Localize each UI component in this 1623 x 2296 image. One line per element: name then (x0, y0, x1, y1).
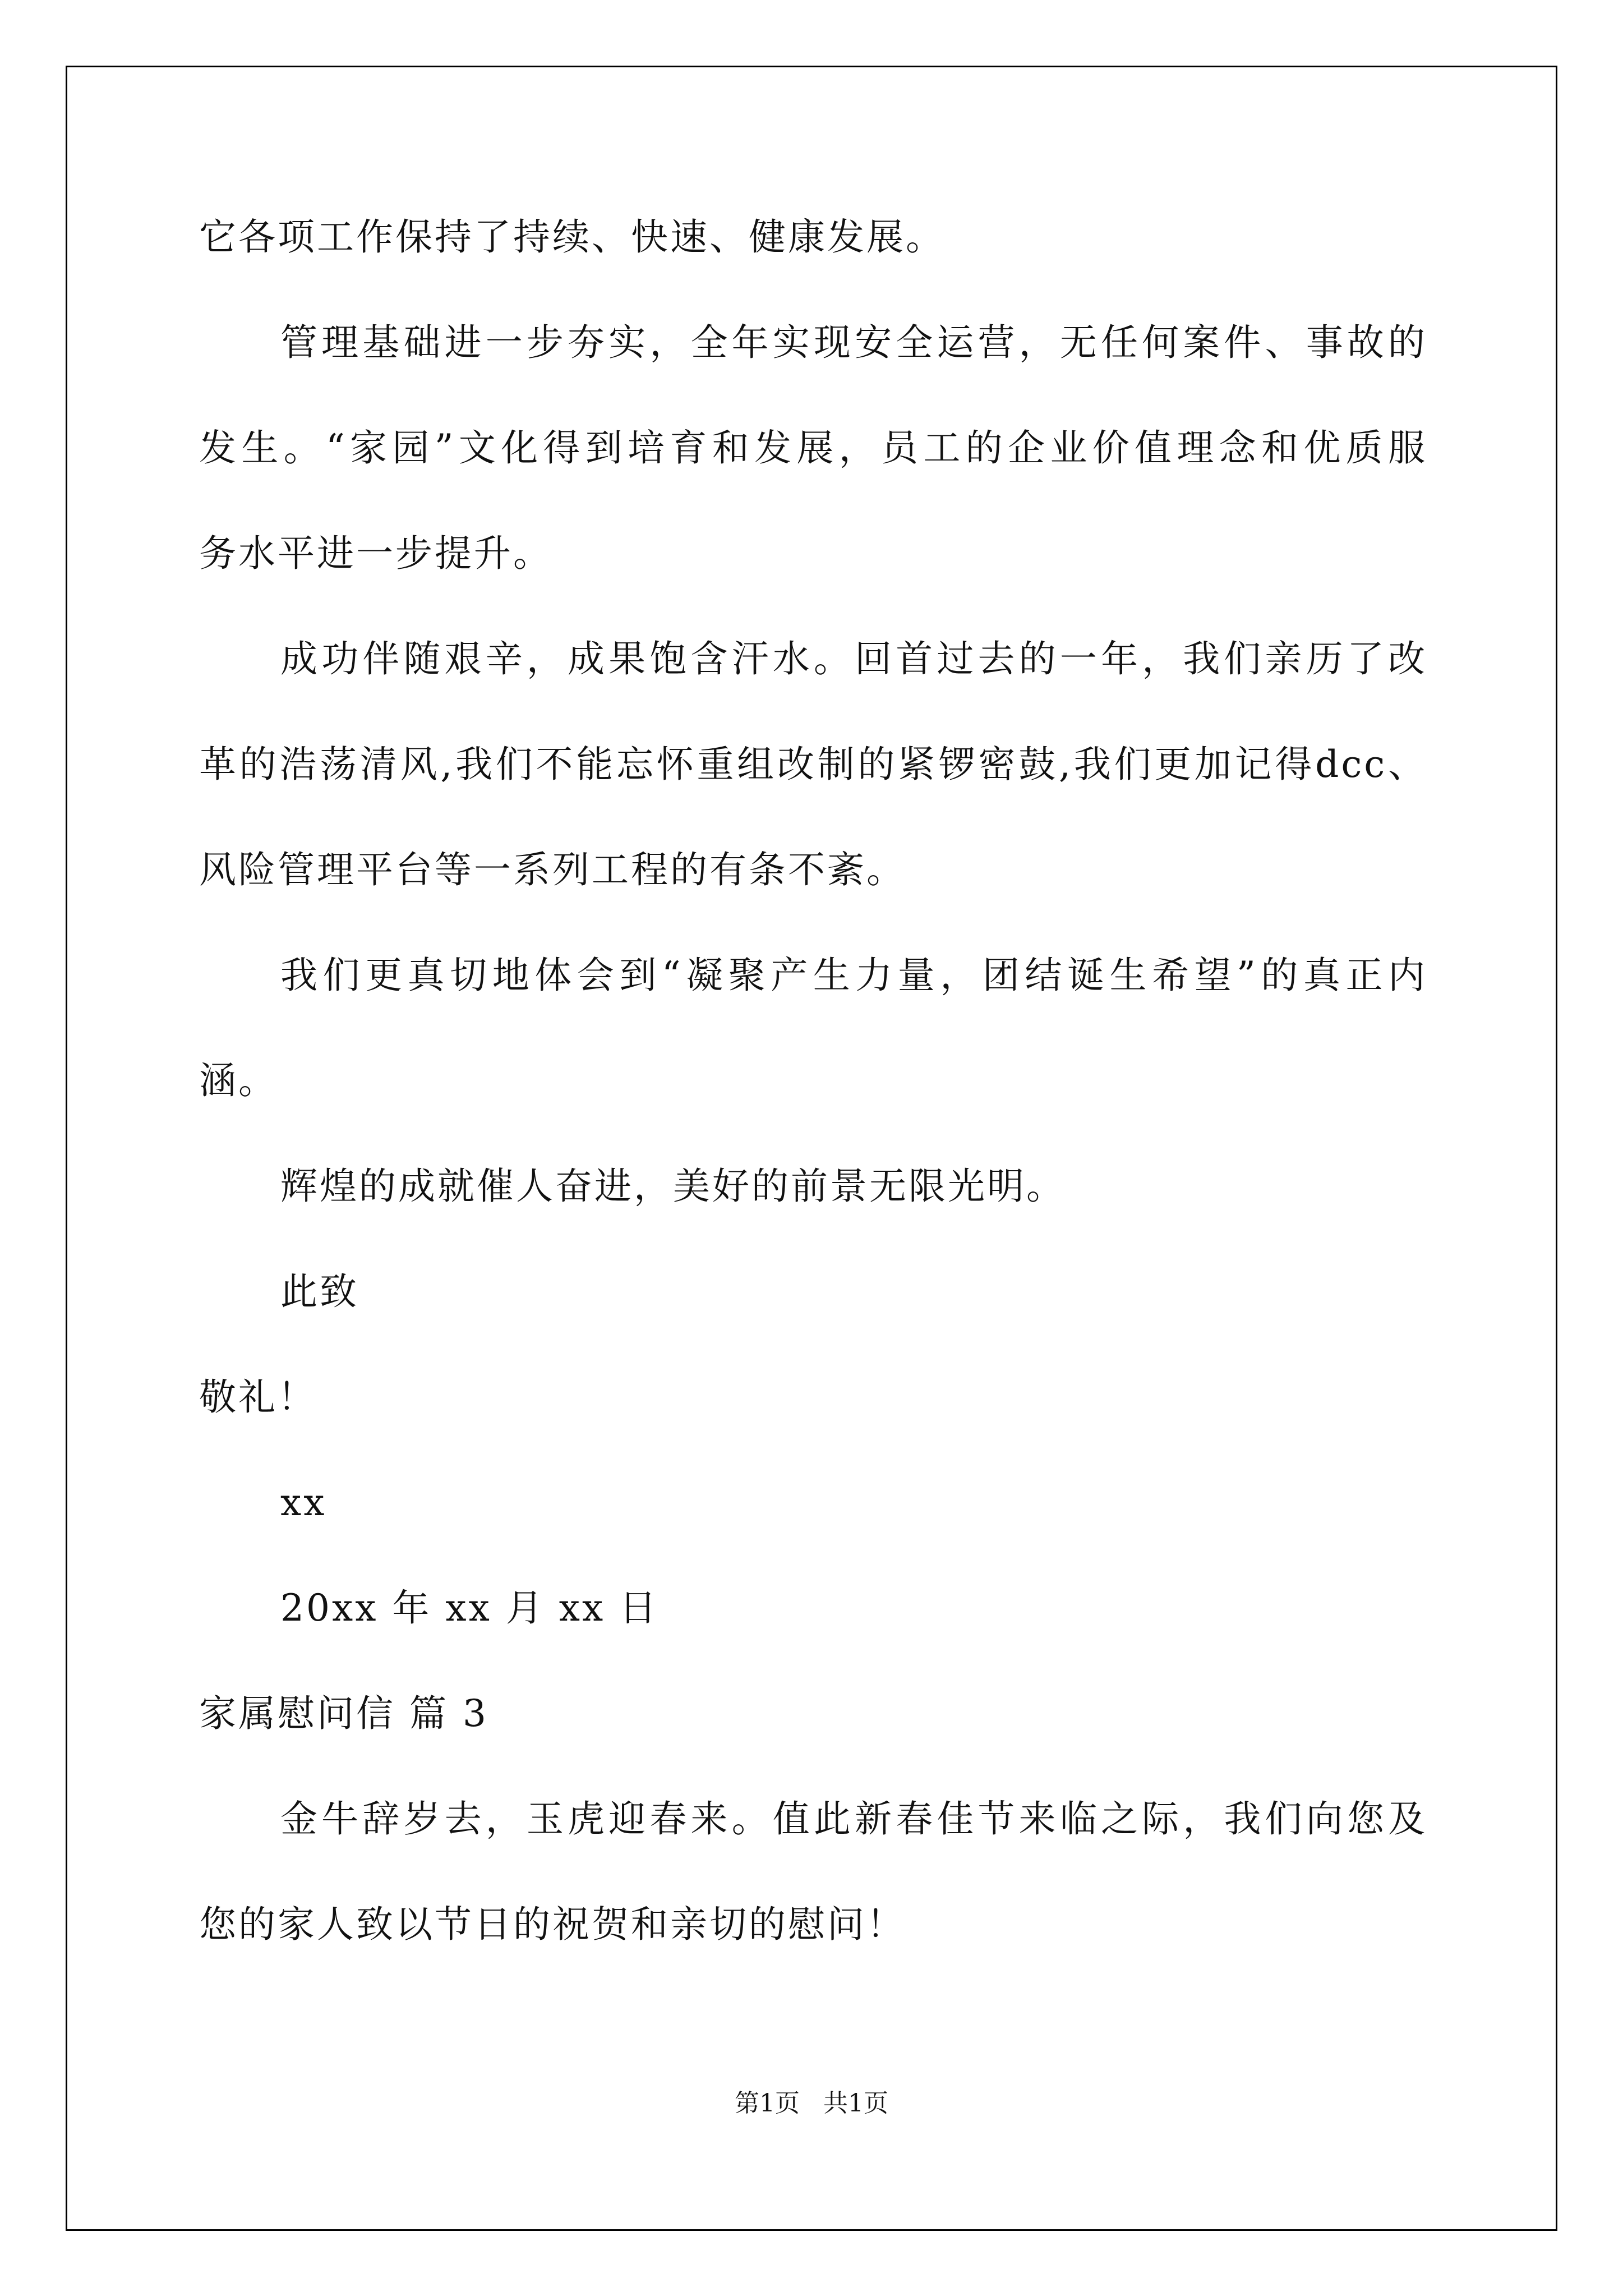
text-line-10: 辉煌的成就催人奋进，美好的前景无限光明。 (280, 1165, 1066, 1208)
text-line-17: 您的家人致以节日的祝贺和亲切的慰问！ (199, 1903, 906, 1946)
text-line-4: 务水平进一步提升。 (199, 532, 552, 575)
section-title: 家属慰问信 篇 3 (199, 1692, 488, 1735)
signature-date: 20xx 年 xx 月 xx 日 (280, 1586, 659, 1630)
text-line-16: 金牛辞岁去，玉虎迎春来。值此新春佳节来临之际，我们向您及 (280, 1797, 1427, 1841)
closing-respect: 敬礼！ (199, 1375, 317, 1419)
text-line-5: 成功伴随艰辛，成果饱含汗水。回首过去的一年，我们亲历了改 (280, 637, 1427, 680)
closing-salutation: 此致 (280, 1270, 359, 1313)
text-line-6: 革的浩荡清风,我们不能忘怀重组改制的紧锣密鼓,我们更加记得dcc、 (199, 743, 1427, 786)
page-footer: 第1页 共1页 (735, 2089, 888, 2118)
text-line-2: 管理基础进一步夯实，全年实现安全运营，无任何案件、事故的 (280, 321, 1427, 364)
text-line-9: 涵。 (199, 1059, 278, 1102)
signature-name: xx (280, 1481, 327, 1524)
text-line-7: 风险管理平台等一系列工程的有条不紊。 (199, 848, 906, 891)
text-line-3: 发生。“家园”文化得到培育和发展，员工的企业价值理念和优质服 (199, 426, 1427, 470)
text-line-1: 它各项工作保持了持续、快速、健康发展。 (199, 215, 945, 259)
text-line-8: 我们更真切地体会到“凝聚产生力量，团结诞生希望”的真正内 (280, 954, 1427, 997)
